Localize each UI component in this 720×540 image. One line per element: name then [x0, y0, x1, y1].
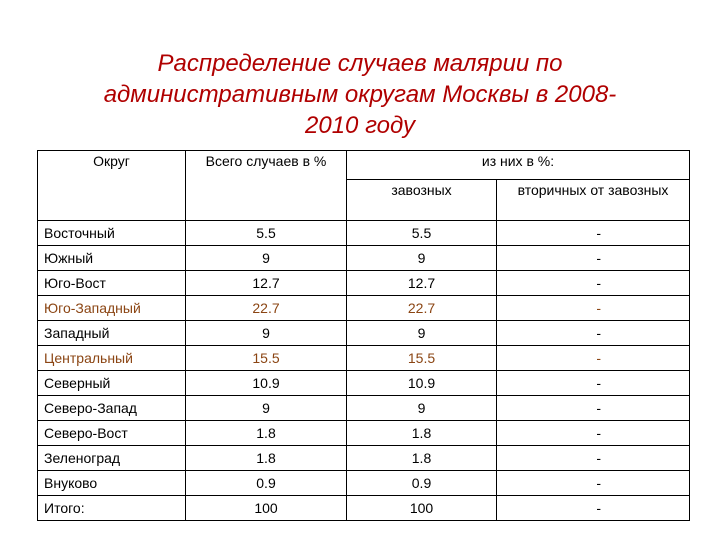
table-row — [38, 271, 690, 296]
table-row — [38, 371, 690, 396]
table-row — [38, 421, 690, 446]
slide-title-line-3: 2010 году — [305, 112, 415, 140]
district-cell: Северный — [38, 371, 186, 396]
total-cell: 1.8 — [186, 446, 347, 471]
total-cell: 1.8 — [186, 421, 347, 446]
district-cell: Итого: — [38, 496, 186, 521]
total-cell: 15.5 — [186, 346, 347, 371]
imported-cell: 22.7 — [347, 296, 497, 321]
secondary-cell: - — [497, 496, 690, 521]
table-row — [38, 496, 690, 521]
imported-cell: 15.5 — [347, 346, 497, 371]
header-of-them: из них в %: — [347, 151, 690, 180]
imported-cell: 12.7 — [347, 271, 497, 296]
imported-cell: 1.8 — [347, 446, 497, 471]
total-cell: 12.7 — [186, 271, 347, 296]
header-secondary: вторичных от завозных — [497, 180, 690, 221]
total-cell: 9 — [186, 321, 347, 346]
total-cell: 22.7 — [186, 296, 347, 321]
secondary-cell: - — [497, 446, 690, 471]
table-header-row-1 — [38, 151, 690, 180]
secondary-cell: - — [497, 421, 690, 446]
district-cell: Северо-Запад — [38, 396, 186, 421]
district-cell: Юго-Вост — [38, 271, 186, 296]
imported-cell: 9 — [347, 396, 497, 421]
table-header — [38, 151, 690, 221]
table-row — [38, 446, 690, 471]
imported-cell: 5.5 — [347, 221, 497, 246]
table-row — [38, 396, 690, 421]
imported-cell: 10.9 — [347, 371, 497, 396]
secondary-cell: - — [497, 346, 690, 371]
table-body — [38, 221, 690, 521]
total-cell: 100 — [186, 496, 347, 521]
district-cell: Южный — [38, 246, 186, 271]
table-row — [38, 321, 690, 346]
table-row — [38, 221, 690, 246]
district-cell: Внуково — [38, 471, 186, 496]
secondary-cell: - — [497, 321, 690, 346]
secondary-cell: - — [497, 221, 690, 246]
total-cell: 9 — [186, 396, 347, 421]
total-cell: 10.9 — [186, 371, 347, 396]
imported-cell: 9 — [347, 246, 497, 271]
header-imported: завозных — [347, 180, 497, 221]
table-row — [38, 246, 690, 271]
secondary-cell: - — [497, 296, 690, 321]
secondary-cell: - — [497, 471, 690, 496]
imported-cell: 9 — [347, 321, 497, 346]
imported-cell: 0.9 — [347, 471, 497, 496]
slide-title — [20, 48, 700, 141]
district-cell: Юго-Западный — [38, 296, 186, 321]
secondary-cell: - — [497, 396, 690, 421]
district-cell: Восточный — [38, 221, 186, 246]
district-cell: Северо-Вост — [38, 421, 186, 446]
district-cell: Зеленоград — [38, 446, 186, 471]
table-row — [38, 296, 690, 321]
malaria-district-table — [37, 150, 690, 521]
district-cell: Западный — [38, 321, 186, 346]
secondary-cell: - — [497, 246, 690, 271]
total-cell: 9 — [186, 246, 347, 271]
imported-cell: 100 — [347, 496, 497, 521]
table-row — [38, 346, 690, 371]
secondary-cell: - — [497, 371, 690, 396]
total-cell: 5.5 — [186, 221, 347, 246]
total-cell: 0.9 — [186, 471, 347, 496]
header-district: Округ — [38, 151, 186, 221]
header-total: Всего случаев в % — [186, 151, 347, 221]
slide-title-line-2: административным округам Москвы в 2008- — [103, 81, 617, 109]
slide-title-line-1: Распределение случаев малярии по — [157, 50, 563, 78]
district-cell: Центральный — [38, 346, 186, 371]
imported-cell: 1.8 — [347, 421, 497, 446]
secondary-cell: - — [497, 271, 690, 296]
table-row — [38, 471, 690, 496]
